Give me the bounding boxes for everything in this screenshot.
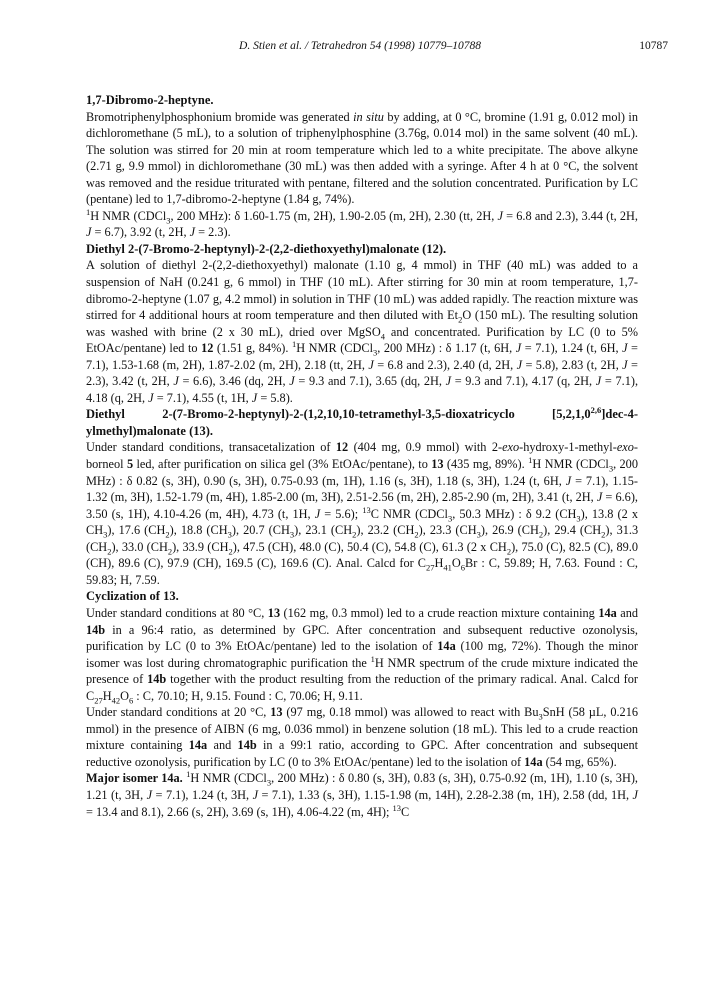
paragraph-dibromoheptyne-nmr: $^1$H NMR (CDCl$_3$, 200 MHz): δ 1.60-1.75 (m, 2H), 1.90-2.05 (m, 2H), 2.30 (tt, 2H, J = 6.8 and 2.3), 3.44 (t, 2H, J = 6.7), 3.92 (t, 2H, J = 2.3). (86, 206, 638, 240)
journal-citation: D. Stien et al. / Tetrahedron 54 (1998) 10779–10788 (239, 40, 481, 52)
section-heading-compound-12: Diethyl 2-(7-Bromo-2-heptynyl)-2-(2,2-diethoxyethyl)malonate (12). (86, 241, 447, 256)
paragraph-major-isomer-14a: Major isomer 14a. $^1$H NMR (CDCl$_3$, 200 MHz) : δ 0.80 (s, 3H), 0.83 (s, 3H), 0.75-0.92 (m, 1H), 1.10 (s, 3H), 1.21 (t, 3H, J = 7.1), 1.24 (t, 3H, J = 7.1), 1.33 (s, 3H), 1.15-1.98 (m, 14H), 2.28-2.38 (m, 1H), 2.58 (dd, 1H, J = 13.4 and 8.1), 2.66 (s, 2H), 3.69 (s, 1H), 4.06-4.22 (m, 4H); $^{13}$C (86, 769, 639, 819)
article-body (86, 92, 638, 820)
section-heading-cyclization: Cyclization of 13. (86, 589, 179, 604)
major-isomer-label: Major isomer 14a. (86, 771, 183, 786)
paragraph-cyclization-20c: Under standard conditions at 20 °C, 13 (97 mg, 0.18 mmol) was allowed to react with $Bu_3SnH$ (58 µL, 0.216 mmol) in the presence of AIBN (6 mg, 0.036 mmol) in benzene solution (18 mL). This led to a crude reaction mixture containing 14a and 14b in a 99:1 ratio, according to GPC. After concentration and subsequent reductive ozonolysis, purification by LC (0 to 3% EtOAc/pentane) led to the isolation of 14a (54 mg, 65%). (86, 705, 639, 769)
section-heading-dibromoheptyne: 1,7-Dibromo-2-heptyne. (86, 93, 214, 107)
paragraph-dibromoheptyne-procedure: Bromotriphenylphosphonium bromide was generated in situ by adding, at 0 °C, bromine (1.91 g, 0.012 mol) in dichloromethane (5 mL), to a solution of triphenylphosphine (3.76g, 0.014 mol) in the same solvent (40 mL). The solution was stirred for 20 min at room temperature which led to a white precipitate. The above alkyne (2.71 g, 9.9 mmol) in dichloromethane (30 mL) was then added with a syringe. After 4 h at 0 °C, the solvent was removed and the residue triturated with pentane, filtered and the solution concentrated. Purification by LC (pentane) led to 1,7-dibromo-2-heptyne (1.84 g, 74%). (86, 109, 638, 207)
section-heading-compound-13: Diethyl 2-(7-Bromo-2-heptynyl)-2-(1,2,10,10-tetramethyl-3,5-dioxatricyclo [5,2,1,0$^{2,6}$]dec-4-ylmethyl)malonate (13). (86, 405, 638, 438)
paragraph-compound-12: A solution of diethyl 2-(2,2-diethoxyethyl) malonate (1.10 g, 4 mmol) in THF (40 mL) was added to a suspension of NaH (0.241 g, 6 mmol) in THF (10 mL). After stirring for 30 min at room temperature, 1,7-dibromo-2-heptyne (1.07 g, 4.2 mmol) in solution in THF (10 mL) was added rapidly. The reaction mixture was stirred for 4 additional hours at room temperature and then diluted with $Et_2O$ (150 mL). The resulting solution was washed with brine (2 x 30 mL), dried over MgSO$_4$ and concentrated. Purification by LC (0 to 5% EtOAc/pentane) led to 12 (1.51 g, 84%). $^1$H NMR (CDCl$_3$, 200 MHz) : δ 1.17 (t, 6H, J = 7.1), 1.24 (t, 6H, J = 7.1), 1.53-1.68 (m, 2H), 1.87-2.02 (m, 2H), 2.18 (tt, 2H, J = 6.8 and 2.3), 2.40 (d, 2H, J = 5.8), 2.83 (t, 2H, J = 2.3), 3.42 (t, 2H, J = 6.6), 3.46 (dq, 2H, J = 9.3 and 7.1), 3.65 (dq, 2H, J = 9.3 and 7.1), 4.17 (q, 2H, J = 7.1), 4.18 (q, 2H, J = 7.1), 4.55 (t, 1H, J = 5.8). (86, 258, 639, 405)
paragraph-cyclization-80c: Under standard conditions at 80 °C, 13 (162 mg, 0.3 mmol) led to a crude reaction mixture containing 14a and 14b in a 96:4 ratio, as determined by GPC. After concentration and subsequent reductive ozonolysis, purification by LC (0 to 3% EtOAc/pentane) led to the isolation of 14a (100 mg, 72%). Though the minor isomer was lost during chromatographic purification the $^1$H NMR spectrum of the crude mixture indicated the presence of 14b together with the product resulting from the reduction of the primary radical. Anal. Calcd for $C_{27}H_{42}O_6$ : C, 70.10; H, 9.15. Found : C, 70.06; H, 9.11. (86, 605, 638, 706)
page-number: 10787 (639, 40, 668, 52)
running-header (0, 40, 720, 56)
paragraph-compound-13: Under standard conditions, transacetalization of 12 (404 mg, 0.9 mmol) with 2-exo-hydroxy-1-methyl-exo-borneol 5 led, after purification on silica gel (3% EtOAc/pentane), to 13 (435 mg, 89%). $^1$H NMR (CDCl$_3$, 200 MHz) : δ 0.82 (s, 3H), 0.90 (s, 3H), 0.75-0.93 (m, 1H), 1.16 (s, 3H), 1.18 (s, 3H), 1.24 (t, 6H, J = 7.1), 1.15-1.32 (m, 3H), 1.52-1.79 (m, 4H), 1.85-2.00 (m, 3H), 2.51-2.56 (m, 2H), 2.85-2.90 (m, 2H), 3.41 (t, 2H, J = 6.6), 3.50 (s, 1H), 4.10-4.26 (m, 4H), 4.73 (t, 1H, J = 5.6); $^{13}$C NMR (CDCl$_3$, 50.3 MHz) : δ 9.2 $(CH_3)$, 13.8 (2 x $CH_3$), 17.6 $(CH_2)$, 18.8 $(CH_3)$, 20.7 $(CH_3)$, 23.1 $(CH_2)$, 23.2 $(CH_2)$, 23.3 $(CH_3)$, 26.9 $(CH_2)$, 29.4 $(CH_2)$, 31.3 $(CH_2)$, 33.0 $(CH_2)$, 33.9 $(CH_2)$, 47.5 (CH), 48.0 (C), 50.4 (C), 54.8 (C), 61.3 (2 x $CH_2$), 75.0 (C), 82.5 (C), 89.0 (CH), 89.6 (C), 97.9 (CH), 169.5 (C), 169.6 (C). Anal. Calcd for $C_{27}H_{41}O_6Br$ : C, 59.89; H, 7.63. Found : C, 59.83; H, 7.59. (86, 440, 639, 587)
